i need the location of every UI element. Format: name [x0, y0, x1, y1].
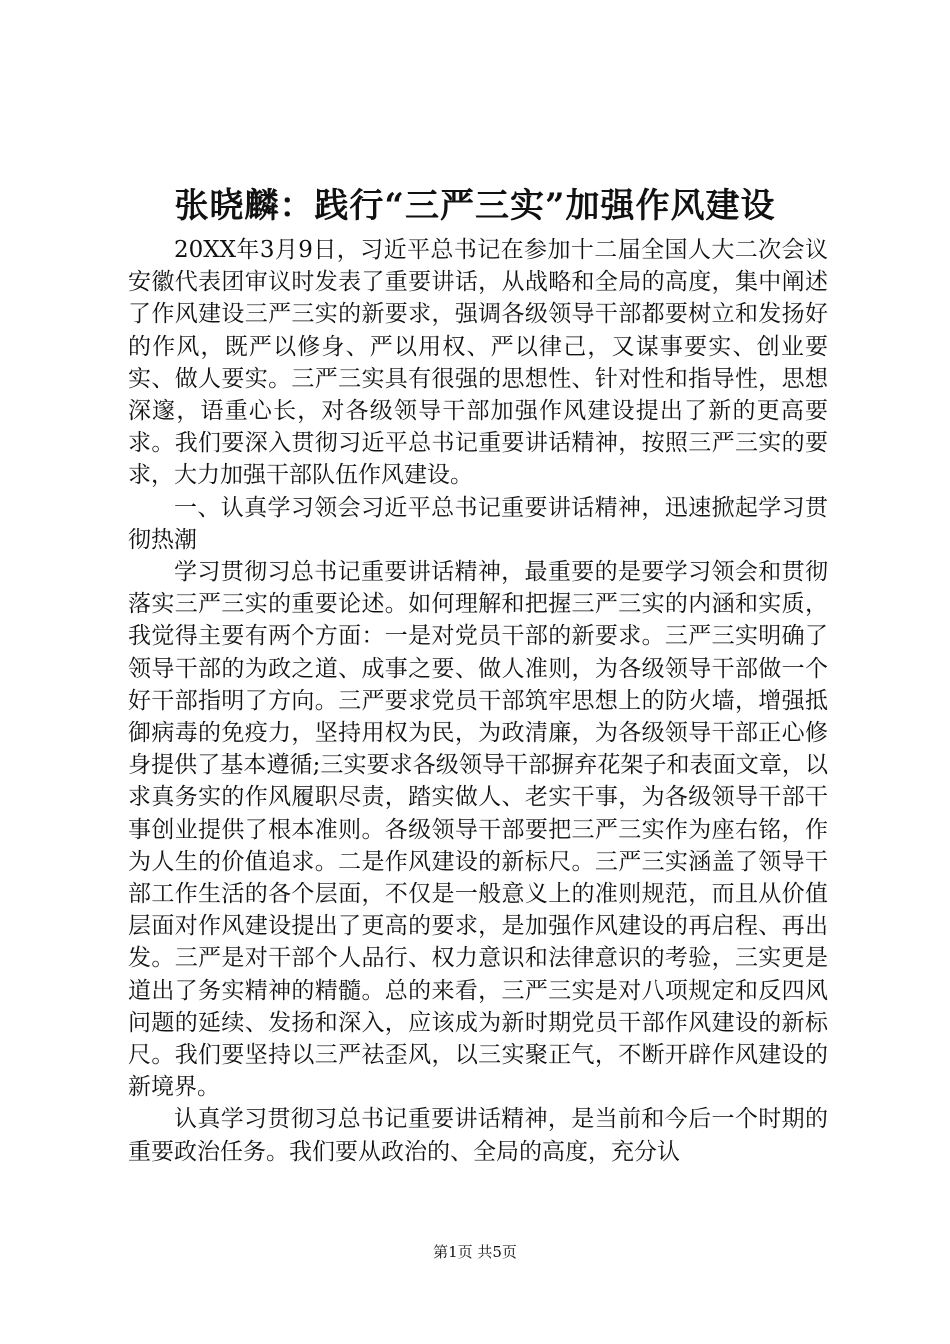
page-footer: 第1页 共5页 [433, 1243, 517, 1261]
paragraph-continuation: 认真学习贯彻习总书记重要讲话精神，是当前和今后一个时期的重要政治任务。我们要从政治的、全局的高度，充分认 [128, 1106, 828, 1165]
section-heading-1: 一、认真学习领会习近平总书记重要讲话精神，迅速掀起学习贯彻热潮 [128, 494, 828, 553]
paragraph-intro: 20XX年3月9日，习近平总书记在参加十二届全国人大二次会议安徽代表团审议时发表了重要讲话，从战略和全局的高度，集中阐述了作风建设三严三实的新要求，强调各级领导干部都要树立和发扬好的作风，既严以修身、严以用权、严以律己，又谋事要实、创业要实、做人要实。三严三实具有很强的思想性、针对性和指导性，思想深邃，语重心长，对各级领导干部加强作风建设提出了新的更高要求。我们要深入贯彻习近平总书记重要讲话精神，按照三严三实的要求，大力加强干部队伍作风建设。 [128, 237, 828, 489]
document-body [128, 234, 828, 1168]
document-title: 张晓麟：践行“三严三实”加强作风建设 [174, 186, 776, 226]
paragraph-section-1: 学习贯彻习总书记重要讲话精神，最重要的是要学习领会和贯彻落实三严三实的重要论述。如何理解和把握三严三实的内涵和实质，我觉得主要有两个方面：一是对党员干部的新要求。三严三实明确了领导干部的为政之道、成事之要、做人准则，为各级领导干部做一个好干部指明了方向。三严要求党员干部筑牢思想上的防火墙，增强抵御病毒的免疫力，坚持用权为民，为政清廉，为各级领导干部正心修身提供了基本遵循;三实要求各级领导干部摒弃花架子和表面文章，以求真务实的作风履职尽责，踏实做人、老实干事，为各级领导干部干事创业提供了根本准则。各级领导干部要把三严三实作为座右铭，作为人生的价值追求。二是作风建设的新标尺。三严三实涵盖了领导干部工作生活的各个层面，不仅是一般意义上的准则规范，而且从价值层面对作风建设提出了更高的要求，是加强作风建设的再启程、再出发。三严是对干部个人品行、权力意识和法律意识的考验，三实更是道出了务实精神的精髓。总的来看，三严三实是对八项规定和反四风问题的延续、发扬和深入，应该成为新时期党员干部作风建设的新标尺。我们要坚持以三严祛歪风，以三实聚正气，不断开辟作风建设的新境界。 [128, 559, 828, 1101]
